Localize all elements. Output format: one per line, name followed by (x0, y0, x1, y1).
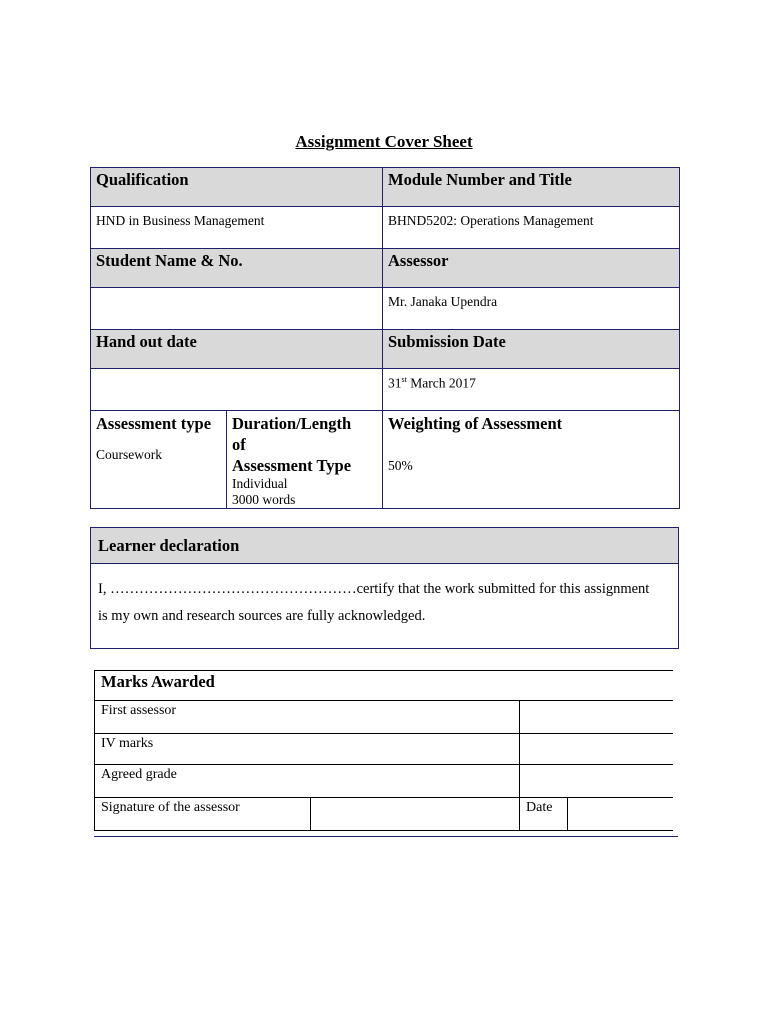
declaration-line-1: I, ……………………………………………certify that the work submitted for this assignment (98, 581, 650, 597)
first-assessor-value[interactable] (520, 701, 673, 734)
submission-day: 31 (388, 375, 402, 391)
duration-label-2: of (232, 435, 246, 454)
student-value[interactable] (91, 288, 383, 330)
duration-label-1: Duration/Length (232, 414, 352, 433)
signature-value[interactable] (311, 798, 520, 831)
declaration-heading: Learner declaration (91, 528, 678, 564)
submission-value[interactable] (383, 369, 680, 411)
agreed-grade-value[interactable] (520, 765, 673, 798)
assessor-value[interactable]: Mr. Janaka Upendra (383, 288, 680, 330)
assessor-label: Assessor (383, 249, 680, 288)
agreed-grade-label: Agreed grade (95, 765, 520, 798)
submission-rest: March 2017 (406, 375, 476, 391)
assessment-type-label: Assessment type (96, 414, 212, 433)
duration-value-1[interactable]: Individual (232, 476, 288, 491)
learner-declaration (90, 527, 679, 649)
page-title: Assignment Cover Sheet (295, 132, 473, 151)
handout-label: Hand out date (91, 330, 383, 369)
duration-value-2[interactable]: 3000 words (232, 492, 296, 507)
weighting-cell (383, 411, 680, 509)
qualification-value[interactable]: HND in Business Management (91, 207, 383, 249)
first-assessor-label: First assessor (95, 701, 520, 734)
module-value[interactable]: BHND5202: Operations Management (383, 207, 680, 249)
qualification-label: Qualification (91, 168, 383, 207)
declaration-body (91, 564, 678, 648)
module-label: Module Number and Title (383, 168, 680, 207)
marks-heading: Marks Awarded (95, 671, 673, 701)
marks-awarded-table (94, 670, 673, 831)
iv-marks-label: IV marks (95, 734, 520, 765)
weighting-value[interactable]: 50% (388, 458, 413, 473)
handout-value[interactable] (91, 369, 383, 411)
date-value[interactable] (568, 798, 673, 831)
date-label: Date (520, 798, 568, 831)
assessment-type-value[interactable]: Coursework (96, 447, 162, 462)
declaration-line-2: is my own and research sources are fully acknowledged. (98, 608, 426, 624)
weighting-label: Weighting of Assessment (388, 414, 563, 433)
submission-label: Submission Date (383, 330, 680, 369)
iv-marks-value[interactable] (520, 734, 673, 765)
duration-label-3: Assessment Type (232, 456, 352, 475)
submission-suffix: st (401, 375, 407, 384)
student-label: Student Name & No. (91, 249, 383, 288)
assessment-type-cell (91, 411, 227, 509)
cover-sheet-table (90, 167, 680, 509)
signature-label: Signature of the assessor (95, 798, 311, 831)
duration-cell (227, 411, 383, 509)
bottom-divider (94, 836, 678, 837)
